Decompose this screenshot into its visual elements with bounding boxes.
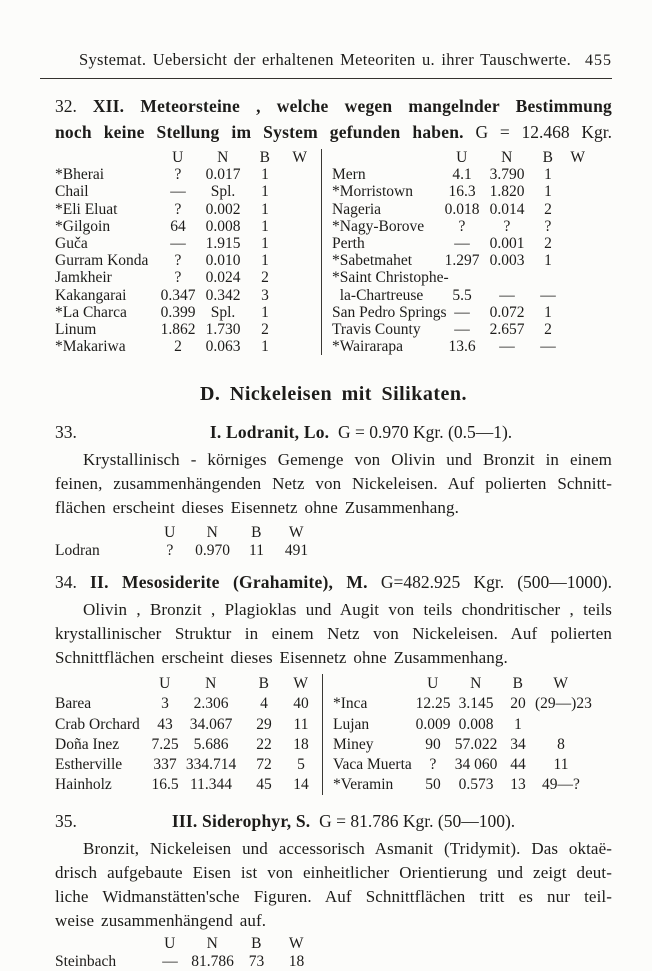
value-cell: 0.014	[489, 200, 525, 218]
value-cell: 1	[544, 252, 552, 270]
value-cell: 3	[261, 286, 269, 304]
meteorite-name: Jamkheir	[55, 269, 112, 287]
value-cell: ?	[174, 200, 182, 218]
value-cell: 2	[544, 234, 552, 252]
table-row	[333, 735, 587, 755]
table-header-row	[333, 674, 587, 694]
section-32-number: 32.	[55, 96, 77, 116]
column-header: B	[512, 675, 524, 693]
meteorite-name: *Saint Christophe-	[332, 269, 449, 287]
table-row	[55, 694, 316, 714]
value-cell: ?	[174, 252, 182, 270]
value-cell: 49—?	[542, 776, 580, 794]
column-header: B	[542, 149, 554, 166]
column-header: W	[570, 149, 586, 166]
section-34-tables	[55, 674, 612, 795]
value-cell: 1	[261, 200, 269, 218]
value-cell: 0.573	[458, 776, 494, 794]
table-row	[332, 321, 590, 338]
value-cell: 12.25	[415, 695, 451, 713]
section-33-paragraph	[55, 448, 612, 520]
value-cell: 2	[261, 320, 269, 338]
value-cell: —	[454, 234, 470, 252]
table-row	[332, 304, 590, 321]
value-cell: 20	[510, 695, 526, 713]
value-cell: Spl.	[210, 183, 236, 201]
value-cell: 0.342	[205, 286, 241, 304]
value-cell: 5.686	[193, 735, 229, 753]
table-row	[55, 269, 315, 286]
table-35	[55, 935, 612, 971]
table-32-left	[55, 149, 315, 355]
table-row	[332, 235, 590, 252]
meteorite-name: *Bherai	[55, 166, 105, 184]
column-header: U	[427, 675, 439, 693]
value-cell: 43	[157, 715, 173, 733]
section-35-title: III. Siderophyr, S.	[171, 811, 311, 832]
column-header: N	[470, 675, 482, 693]
value-cell: 1	[261, 234, 269, 252]
section-32-title: XII. Meteorsteine , welche wegen mangelnder Bestimmung	[92, 96, 612, 116]
section-d-heading: D. Nickeleisen mit Silikaten.	[199, 383, 468, 406]
meteorite-name: *Wairarapa	[332, 338, 404, 356]
table-33	[55, 524, 612, 560]
meteorite-name: *La Charca	[55, 303, 127, 321]
table-row	[55, 252, 315, 269]
value-cell: 2	[544, 320, 552, 338]
paragraph-line: Bronzit, Nickeleisen und accessorisch Asmanit (Tridymit). Das oktaë-	[83, 839, 612, 859]
section-32-heading	[55, 93, 612, 145]
table-row	[333, 775, 587, 795]
value-cell: 34 060	[454, 756, 498, 773]
table-row	[55, 201, 315, 218]
meteorite-name: Lodran	[55, 542, 100, 560]
column-header: W	[293, 675, 309, 693]
column-header: N	[206, 935, 219, 953]
column-header: U	[164, 935, 176, 953]
value-cell: ?	[174, 269, 182, 287]
section-33-number: 33.	[55, 422, 77, 443]
value-cell: 13.6	[448, 338, 476, 356]
value-cell: 18	[293, 735, 309, 753]
value-cell: 2.657	[489, 320, 525, 338]
paragraph-line: feinen, zusammenhängenden Netz von Nickeleisen. Auf polierten Schnitt-	[55, 474, 612, 494]
paragraph-line: drisch aufgebaute Eisen ist von einheitlicher Orientierung und zeigt deut-	[55, 863, 612, 883]
section-33-weight: G = 0.970 Kgr. (0.5—1).	[337, 422, 513, 443]
section-32-heading-line1	[55, 93, 612, 119]
value-cell: 1	[544, 166, 552, 184]
table-row	[55, 304, 315, 321]
value-cell: 57.022	[454, 735, 498, 753]
meteorite-name: San Pedro Springs	[332, 303, 447, 321]
meteorite-name: Miney	[333, 735, 374, 753]
meteorite-name: Chail	[55, 183, 89, 201]
table-row	[55, 338, 315, 355]
value-cell: ?	[458, 217, 466, 235]
column-header: U	[159, 675, 171, 693]
value-cell: 50	[425, 776, 441, 794]
value-cell: 0.072	[489, 303, 525, 321]
value-cell: 45	[256, 776, 272, 794]
value-cell: 0.008	[458, 715, 494, 733]
value-cell: —	[170, 183, 186, 201]
value-cell: 5.5	[452, 286, 472, 304]
column-header: U	[172, 149, 184, 166]
value-cell: 11.344	[189, 776, 233, 794]
value-cell: 22	[256, 735, 272, 753]
value-cell: —	[454, 320, 470, 338]
value-cell: 0.009	[415, 715, 451, 733]
meteorite-name: Hainholz	[55, 776, 112, 794]
meteorite-name: Kakangarai	[55, 286, 127, 304]
meteorite-name: Estherville	[55, 756, 123, 773]
column-header: N	[501, 149, 513, 166]
value-cell: 13	[510, 776, 526, 794]
page-number: 455	[585, 52, 612, 69]
section-32-weight: G = 12.468 Kgr.	[475, 122, 612, 142]
value-cell: 64	[170, 217, 186, 235]
table-row	[332, 183, 590, 200]
value-cell: 11	[249, 542, 264, 560]
section-34-number: 34.	[55, 572, 77, 593]
value-cell: —	[454, 303, 470, 321]
meteorite-name: *Gilgoin	[55, 217, 111, 235]
value-cell: 2	[174, 338, 182, 356]
meteorite-name: Doña Inez	[55, 735, 120, 753]
meteorite-name: Mern	[332, 166, 366, 184]
table-row	[55, 321, 315, 338]
value-cell: 2	[544, 200, 552, 218]
value-cell: 2.306	[193, 695, 229, 713]
table-34-right	[333, 674, 592, 795]
column-header: N	[206, 524, 219, 542]
table-row	[55, 183, 315, 200]
value-cell: 1	[261, 303, 269, 321]
column-header: N	[205, 675, 217, 693]
paragraph-line: weise zusammenhängend auf.	[55, 911, 267, 931]
meteorite-name: Barea	[55, 695, 92, 713]
column-header: W	[288, 935, 305, 953]
table-divider	[322, 674, 323, 795]
table-row	[332, 252, 590, 269]
section-35-weight: G = 81.786 Kgr. (50—100).	[319, 811, 516, 832]
value-cell: 0.063	[205, 338, 241, 356]
value-cell: 11	[553, 756, 569, 773]
paragraph-line: krystallinischer Struktur in einem Netz von Nickeleisen. Auf polierten	[55, 624, 612, 644]
value-cell: 14	[293, 776, 309, 794]
value-cell: 1	[261, 217, 269, 235]
value-cell: 1	[514, 715, 522, 733]
section-33-heading	[55, 420, 612, 444]
column-header: U	[456, 149, 468, 166]
value-cell: 1.862	[160, 320, 196, 338]
value-cell: 0.010	[205, 252, 241, 270]
value-cell: 0.002	[205, 200, 241, 218]
value-cell: —	[499, 338, 515, 356]
section-34-paragraph	[55, 598, 612, 670]
table-header-row	[55, 149, 315, 166]
value-cell: 3	[161, 695, 169, 713]
meteorite-name: *Veramin	[333, 776, 394, 794]
meteorite-name: Linum	[55, 320, 97, 338]
value-cell: 5	[297, 756, 305, 773]
column-header: U	[164, 524, 176, 542]
table-row	[55, 715, 316, 735]
meteorite-name: *Sabetmahet	[332, 252, 413, 270]
value-cell: 1	[261, 252, 269, 270]
value-cell: Spl.	[210, 303, 236, 321]
value-cell: 1.730	[205, 320, 241, 338]
meteorite-name: *Morristown	[332, 183, 413, 201]
section-34-title: II. Mesosiderite (Grahamite), M.	[90, 572, 368, 593]
value-cell: 0.024	[205, 269, 241, 287]
value-cell: —	[499, 286, 515, 304]
value-cell: 34	[510, 735, 526, 753]
table-row	[333, 715, 587, 735]
table-row	[55, 755, 316, 775]
section-32-heading-line2	[55, 119, 612, 145]
value-cell: 73	[248, 953, 265, 971]
meteorite-name: *Makariwa	[55, 338, 126, 356]
value-cell: (29—)23	[535, 695, 592, 713]
header-rule	[40, 78, 612, 79]
value-cell: 3.145	[458, 695, 494, 713]
value-cell: 0.399	[160, 303, 196, 321]
value-cell: 81.786	[191, 953, 234, 971]
value-cell: 11	[293, 715, 309, 733]
table-row	[55, 235, 315, 252]
section-34-weight: G=482.925 Kgr. (500—1000).	[380, 572, 613, 593]
value-cell: 491	[284, 542, 309, 560]
section-33-title-line	[110, 420, 612, 444]
value-cell: 1	[261, 183, 269, 201]
value-cell: —	[540, 338, 556, 356]
meteorite-name: Perth	[332, 234, 365, 252]
value-cell: 0.003	[489, 252, 525, 270]
table-row	[55, 218, 315, 235]
meteorite-name: *Nagy-Borove	[332, 217, 425, 235]
table-row	[55, 775, 316, 795]
section-35-heading	[55, 809, 612, 833]
running-header-title: Systemat. Uebersicht der erhaltenen Meteoriten u. ihrer Tauschwerte.	[79, 50, 572, 69]
value-cell: 16.3	[448, 183, 476, 201]
value-cell: 40	[293, 695, 309, 713]
value-cell: 1.297	[444, 252, 480, 270]
table-row	[332, 287, 590, 304]
value-cell: 0.001	[489, 234, 525, 252]
table-row	[55, 735, 316, 755]
table-row	[332, 218, 590, 235]
value-cell: 34.067	[189, 715, 233, 733]
paragraph-line: Krystallinisch - körniges Gemenge von Olivin und Bronzit in einem	[83, 450, 612, 470]
table-row	[55, 166, 315, 183]
meteorite-name: Vaca Muerta	[333, 756, 412, 773]
value-cell: 4.1	[452, 166, 472, 184]
value-cell: —	[540, 286, 556, 304]
value-cell: 1	[261, 166, 269, 184]
value-cell: 4	[260, 695, 268, 713]
table-header-row	[55, 935, 612, 953]
table-row	[333, 755, 587, 775]
value-cell: 8	[557, 735, 565, 753]
value-cell: 1	[544, 183, 552, 201]
meteorite-name: Guča	[55, 234, 88, 252]
table-divider	[321, 149, 322, 355]
table-row	[55, 953, 612, 971]
section-35-number: 35.	[55, 811, 77, 832]
value-cell: 18	[288, 953, 305, 971]
section-32-tables	[55, 149, 612, 355]
value-cell: 0.970	[195, 542, 230, 560]
value-cell: 90	[425, 735, 441, 753]
value-cell: ?	[544, 217, 552, 235]
value-cell: 1.915	[205, 234, 241, 252]
table-row	[55, 287, 315, 304]
paragraph-line: Schnittflächen erscheint dieses Eisennetz ohne Zusammenhang.	[55, 648, 508, 668]
table-header-row	[55, 524, 612, 542]
value-cell: 337	[153, 756, 177, 773]
value-cell: 44	[510, 756, 526, 773]
table-34-left	[55, 674, 316, 795]
column-header: B	[251, 935, 262, 953]
column-header: N	[217, 149, 229, 166]
table-row	[55, 542, 612, 560]
value-cell: —	[162, 953, 178, 971]
table-row	[332, 269, 590, 286]
paragraph-line: Olivin , Bronzit , Plagioklas und Augit von teils chondritischer , teils	[83, 600, 612, 620]
meteorite-name: la-Chartreuse	[332, 286, 424, 304]
table-header-row	[55, 674, 316, 694]
value-cell: 3.790	[489, 166, 525, 184]
table-header-row	[332, 149, 590, 166]
section-34-heading	[55, 570, 612, 594]
paragraph-line: flächen erscheint dieses Eisennetz ohne Zusammenhang.	[55, 498, 459, 518]
column-header: W	[288, 524, 305, 542]
meteorite-name: Steinbach	[55, 953, 117, 971]
column-header: B	[259, 149, 271, 166]
running-header	[79, 50, 612, 70]
value-cell: 16.5	[151, 776, 179, 794]
section-35-title-line	[75, 809, 612, 833]
column-header: B	[258, 675, 270, 693]
value-cell: 7.25	[151, 735, 179, 753]
value-cell: 1.820	[489, 183, 525, 201]
value-cell: ?	[166, 542, 174, 560]
table-row	[332, 201, 590, 218]
paragraph-line: liche Widmanstätten'sche Figuren. Auf Schnittflächen tritt es nur teil-	[55, 887, 612, 907]
meteorite-name: Travis County	[332, 320, 421, 338]
value-cell: 1	[261, 338, 269, 356]
column-header: W	[292, 149, 308, 166]
table-row	[333, 694, 592, 714]
value-cell: 29	[256, 715, 272, 733]
section-33-title: I. Lodranit, Lo.	[209, 422, 330, 443]
table-row	[332, 338, 590, 355]
table-row	[332, 166, 590, 183]
meteorite-name: Nageria	[332, 200, 382, 218]
meteorite-name: Lujan	[333, 715, 370, 733]
value-cell: ?	[503, 217, 511, 235]
column-header: W	[553, 675, 569, 693]
value-cell: 0.017	[205, 166, 241, 184]
meteorite-name: *Inca	[333, 695, 368, 713]
meteorite-name: Crab Orchard	[55, 715, 140, 733]
meteorite-name: *Eli Eluat	[55, 200, 118, 218]
value-cell: 2	[261, 269, 269, 287]
value-cell: —	[170, 234, 186, 252]
value-cell: 72	[256, 756, 272, 773]
table-32-right	[332, 149, 590, 355]
value-cell: ?	[429, 756, 437, 773]
value-cell: 0.347	[160, 286, 196, 304]
value-cell: 334.714	[185, 756, 237, 773]
section-35-paragraph	[55, 837, 612, 933]
value-cell: 0.018	[444, 200, 480, 218]
value-cell: 0.008	[205, 217, 241, 235]
section-32-title-cont: noch keine Stellung im System gefunden haben.	[55, 122, 464, 142]
value-cell: 1	[544, 303, 552, 321]
column-header: B	[251, 524, 262, 542]
meteorite-name: Gurram Konda	[55, 252, 149, 270]
value-cell: ?	[174, 166, 182, 184]
